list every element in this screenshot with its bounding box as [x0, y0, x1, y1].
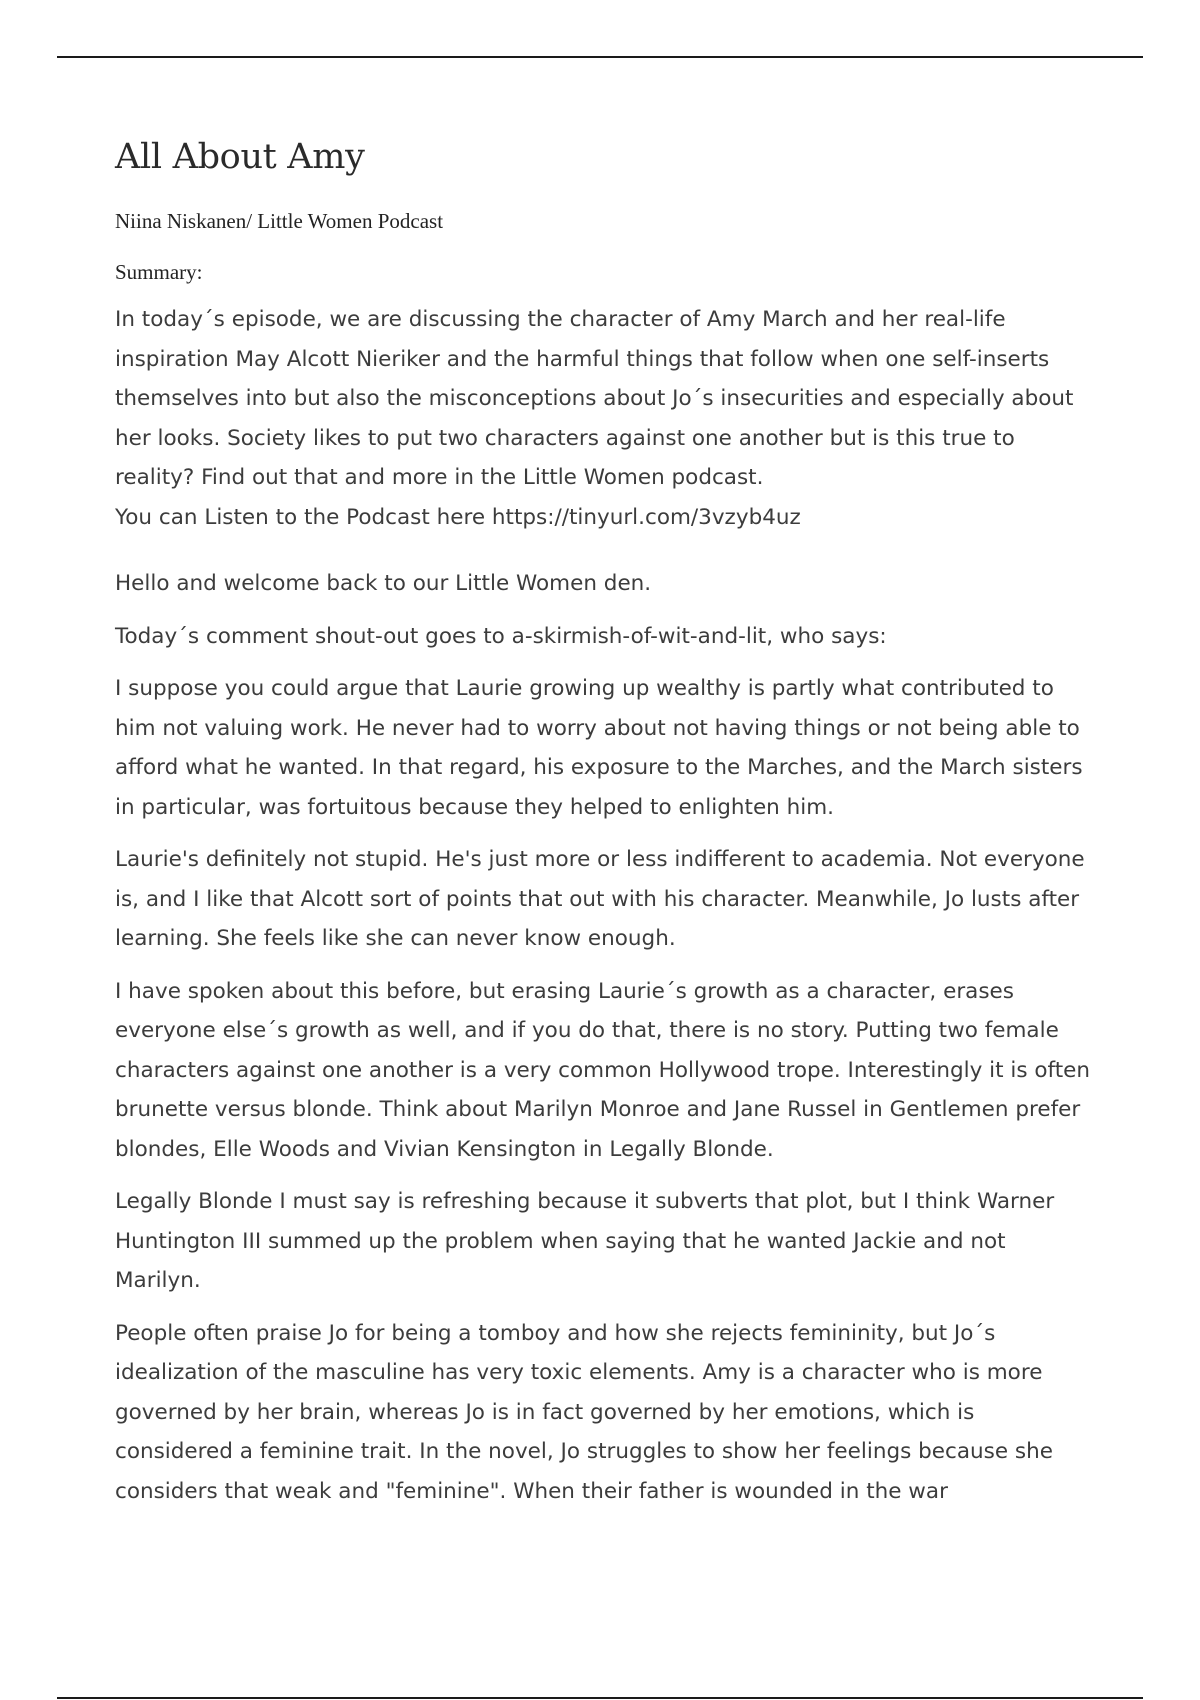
paragraph-welcome: Hello and welcome back to our Little Women den. — [115, 571, 652, 596]
author-byline: Niina Niskanen/ Little Women Podcast — [115, 209, 444, 233]
paragraph-tomboy: People often praise Jo for being a tomboy and how she rejects femininity, but Jo´s idealization of the masculine has very toxic elements. Amy is a character who is more governed by her brain, whereas Jo is in fact governed by her emotions, which is considered a feminine trait. In the novel, Jo struggles to show her feelings because she considers that weak and "feminine". When their father is wounded in the war — [115, 1320, 1053, 1504]
header-rule — [57, 56, 1143, 58]
paragraph-legally-blonde: Legally Blonde I must say is refreshing because it subverts that plot, but I think Warner Huntington III summed up the problem when saying that he wanted Jackie and not Marilyn. — [115, 1189, 1055, 1293]
paragraph-comment-wealth: I suppose you could argue that Laurie growing up wealthy is partly what contributed to him not valuing work. He never had to worry about not having things or not being able to afford what he wanted. In that regard, his exposure to the Marches, and the March sisters in particular, was fortuitous because they helped to enlighten him. — [115, 676, 1083, 820]
paragraph-shout-out: Today´s comment shout-out goes to a-skirmish-of-wit-and-lit, who says: — [115, 623, 887, 649]
paragraph-comment-academia: Laurie's definitely not stupid. He's just more or less indifferent to academia. Not everyone is, and I like that Alcott sort of points that out with his character. Meanwhile, Jo lusts after learning. She feels like she can never know enough. — [115, 847, 1085, 951]
page-title: All About Amy — [115, 137, 365, 177]
summary-label: Summary: — [115, 260, 203, 284]
paragraph-growth: I have spoken about this before, but erasing Laurie´s growth as a character, erases everyone else´s growth as well, and if you do that, there is no story. Putting two female characters against one another is a very common Hollywood trope. Interestingly it is often brunette versus blonde. Think about Marilyn Monroe and Jane Russel in Gentlemen prefer blondes, Elle Woods and Vivian Kensington in Legally Blonde. — [115, 978, 1091, 1162]
document-body — [115, 130, 1095, 1511]
footer-rule — [57, 1697, 1143, 1699]
summary-text: In today´s episode, we are discussing the character of Amy March and her real-life inspiration May Alcott Nieriker and the harmful things that follow when one self-inserts themselves into but also the misconceptions about Jo´s insecurities and especially about her looks. Society likes to put two characters against one another but is this true to reality? Find out that and more in the Little Women podcast. — [115, 307, 1074, 490]
podcast-link-line[interactable]: You can Listen to the Podcast here https://tinyurl.com/3vzyb4uz — [115, 504, 801, 530]
